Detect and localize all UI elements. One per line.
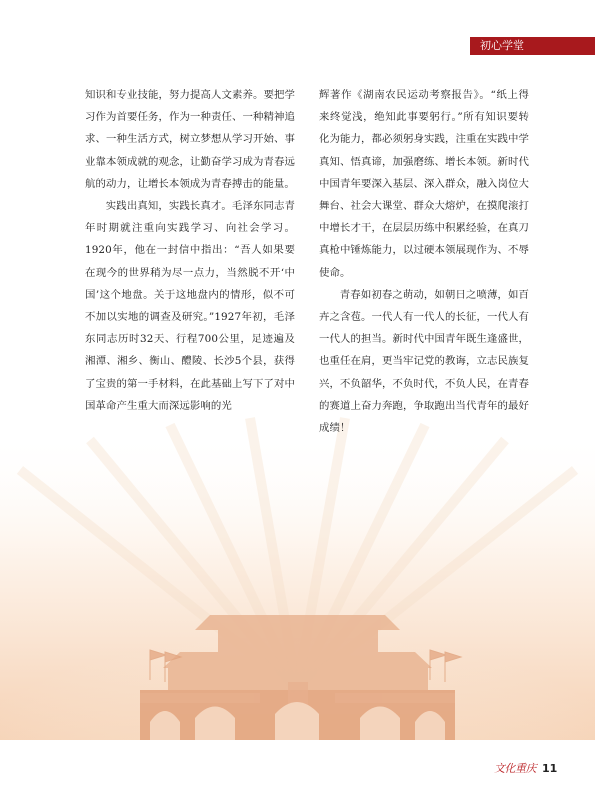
right-text-column bbox=[319, 84, 529, 439]
left-paragraph-1: 知识和专业技能，努力提高人文素养。要把学习作为首要任务，作为一种责任、一种精神追求、一种生活方式，树立梦想从学习开始、事业靠本领成就的观念，让勤奋学习成为青春远航的动力，让增长本领成为青春搏击的能量。 bbox=[85, 89, 295, 190]
left-paragraph-2: 实践出真知，实践长真才。毛泽东同志青年时期就注重向实践学习、向社会学习。1920年，他在一封信中指出：“吾人如果要在现今的世界稍为尽一点力，当然脱不开‘中国’这个地盘。关于这地盘内的情形，似不可不加以实地的调查及研究。”1927年初，毛泽东同志历时32天、行程700公里，足迹遍及湘潭、湘乡、衡山、醴陵、长沙5个县，获得了宝贵的第一手材料，在此基础上写下了对中国革命产生重大而深远影响的光 bbox=[85, 200, 295, 412]
page-number: 11 bbox=[542, 762, 558, 775]
section-label-tab: 初心学堂 bbox=[470, 37, 595, 55]
page-footer bbox=[494, 760, 557, 776]
right-paragraph-1: 辉著作《湖南农民运动考察报告》。“纸上得来终觉浅，绝知此事要躬行。”所有知识要转化为能力，都必须躬身实践，注重在实践中学真知、悟真谛，加强磨练、增长本领。新时代中国青年要深入基层、深入群众，融入岗位大舞台、社会大课堂、群众大熔炉，在摸爬滚打中增长才干，在层层历练中积累经验，在真刀真枪中锤炼能力，以过硬本领展现作为、不辱使命。 bbox=[319, 89, 529, 279]
left-text-column bbox=[85, 84, 295, 417]
right-paragraph-2: 青春如初春之萌动，如朝日之喷薄，如百卉之含苞。一代人有一代人的长征，一代人有一代人的担当。新时代中国青年既生逢盛世，也重任在肩，更当牢记党的教诲，立志民族复兴，不负韶华，不负时代，不负人民，在青春的赛道上奋力奔跑，争取跑出当代青年的最好成绩！ bbox=[319, 288, 529, 435]
magazine-logo: 文化重庆 bbox=[494, 762, 536, 775]
